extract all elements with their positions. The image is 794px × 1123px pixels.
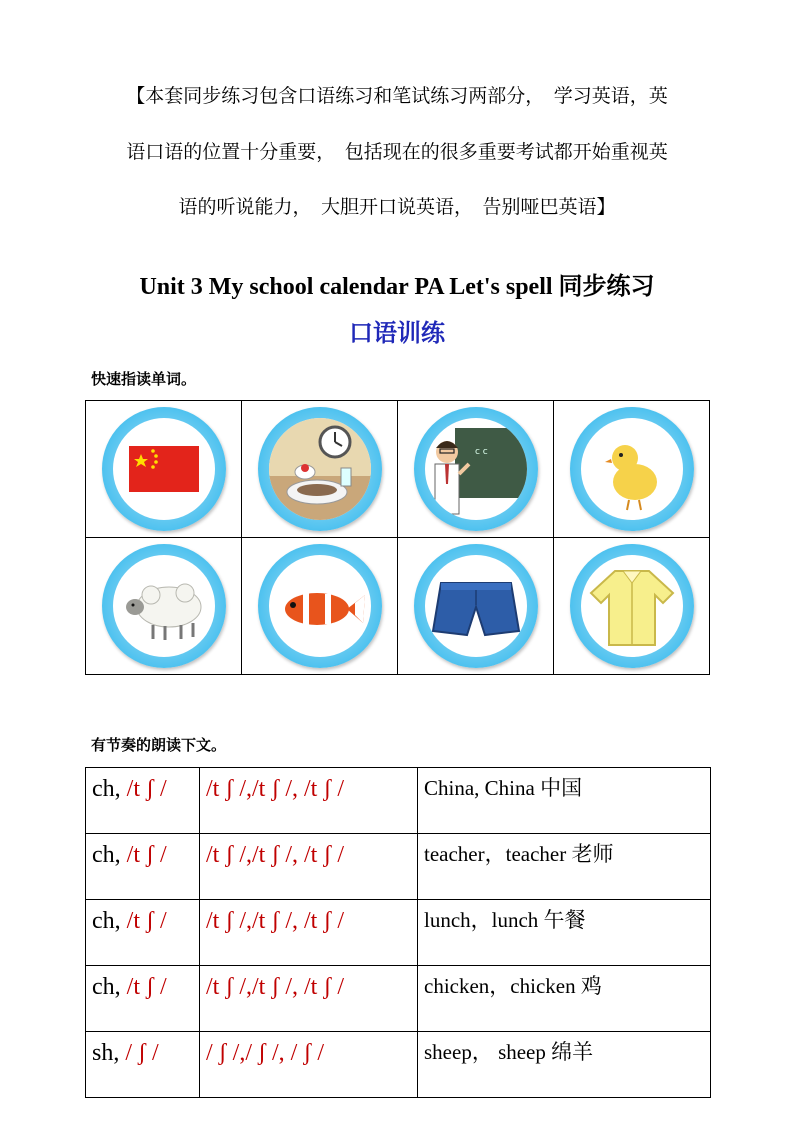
chant-cell: /t ʃ /,/t ʃ /, /t ʃ / — [200, 834, 418, 900]
sound-text: /t ʃ / — [126, 908, 167, 934]
instruction-point-read: 快速指读单词。 — [91, 370, 197, 388]
letters-cell — [86, 1032, 200, 1098]
letters-cell — [86, 834, 200, 900]
sound-text: /t ʃ / — [126, 842, 167, 868]
letters-text: sh, — [92, 1040, 126, 1066]
sound-text: /t ʃ / — [126, 776, 167, 802]
intro-line-1: 【本套同步练习包含口语练习和笔试练习两部分， 学习英语，英 — [126, 85, 668, 107]
chant-cell: /t ʃ /,/t ʃ /, /t ʃ / — [200, 966, 418, 1032]
table-row — [86, 834, 711, 900]
phonics-table — [85, 767, 711, 1098]
sound-text: /t ʃ / — [126, 974, 167, 1000]
table-row — [86, 900, 711, 966]
words-cell: teacher，teacher 老师 — [418, 834, 711, 900]
picture-cell — [554, 538, 710, 675]
letters-cell — [86, 966, 200, 1032]
lunch-icon — [269, 418, 371, 520]
intro-line-3: 语的听说能力， 大胆开口说英语， 告别哑巴英语】 — [178, 196, 616, 218]
words-cell: sheep， sheep 绵羊 — [418, 1032, 711, 1098]
chant-cell: / ʃ /,/ ʃ /, / ʃ / — [200, 1032, 418, 1098]
intro-line-2: 语口语的位置十分重要， 包括现在的很多重要考试都开始重视英 — [126, 141, 668, 163]
words-cell: lunch，lunch 午餐 — [418, 900, 711, 966]
page-title: Unit 3 My school calendar PA Let's spell 同步练习 — [139, 274, 655, 300]
table-row — [86, 768, 711, 834]
words-cell: chicken，chicken 鸡 — [418, 966, 711, 1032]
picture-cell — [398, 401, 554, 538]
chick-icon — [581, 418, 683, 520]
words-cell: China, China 中国 — [418, 768, 711, 834]
letters-cell — [86, 768, 200, 834]
picture-cell — [86, 538, 242, 675]
picture-cell — [398, 538, 554, 675]
picture-cell — [242, 538, 398, 675]
instruction-read-rhythm: 有节奏的朗读下文。 — [91, 736, 227, 754]
sheep-icon — [113, 555, 215, 657]
letters-text: ch, — [92, 974, 127, 1000]
letters-cell — [86, 900, 200, 966]
letters-text: ch, — [92, 908, 127, 934]
picture-cell — [554, 401, 710, 538]
teacher-icon — [425, 418, 527, 520]
china-flag-icon — [113, 418, 215, 520]
sound-text: / ʃ / — [125, 1040, 159, 1066]
svg-text:c c: c c — [474, 447, 488, 457]
chant-cell: /t ʃ /,/t ʃ /, /t ʃ / — [200, 768, 418, 834]
table-row — [86, 966, 711, 1032]
shorts-icon — [425, 555, 527, 657]
shirt-icon — [581, 555, 683, 657]
letters-text: ch, — [92, 776, 127, 802]
section-heading: 口语训练 — [349, 319, 445, 347]
picture-grid — [85, 400, 710, 675]
table-row — [86, 1032, 711, 1098]
letters-text: ch, — [92, 842, 127, 868]
picture-cell — [242, 401, 398, 538]
fish-icon — [269, 555, 371, 657]
picture-cell — [86, 401, 242, 538]
chant-cell: /t ʃ /,/t ʃ /, /t ʃ / — [200, 900, 418, 966]
